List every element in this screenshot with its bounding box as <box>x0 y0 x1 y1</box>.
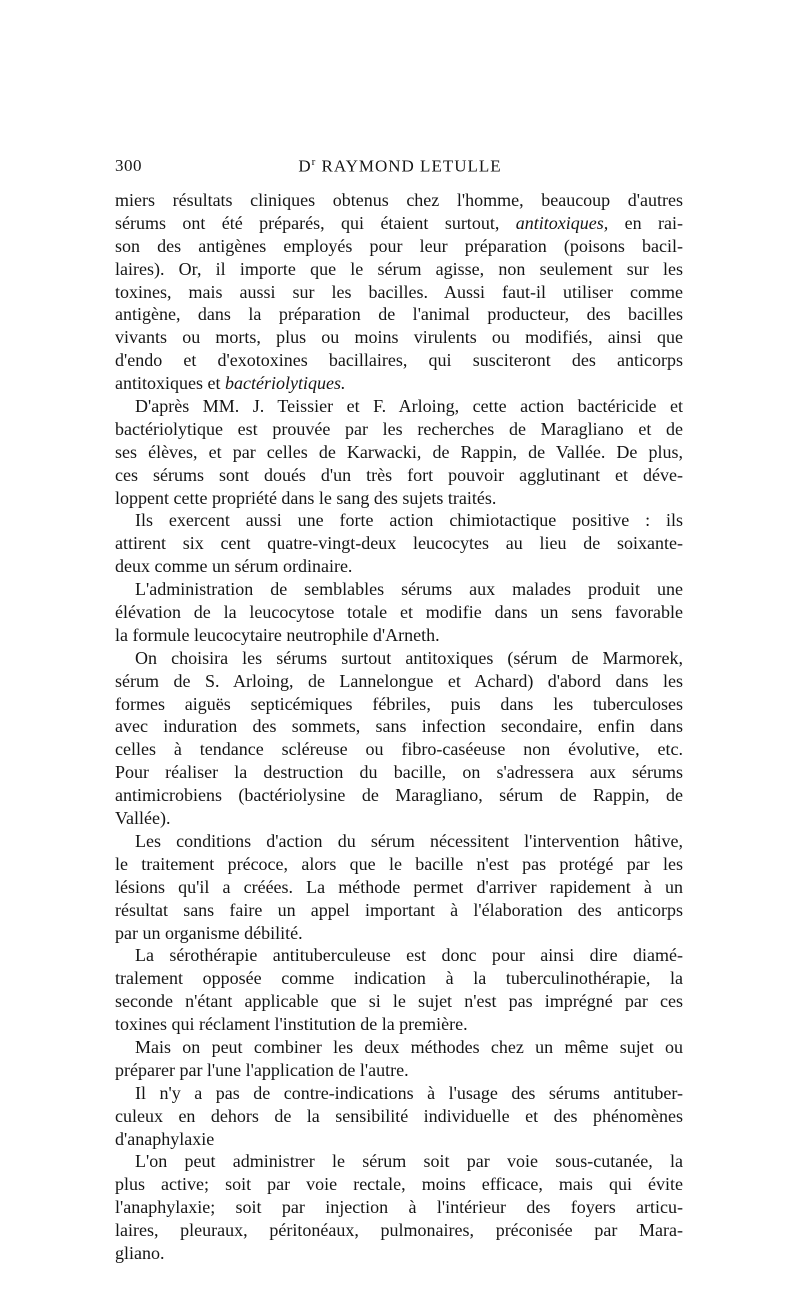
paragraph <box>115 1036 683 1082</box>
paragraph <box>115 395 683 509</box>
author-prefix-sup: r <box>311 156 317 168</box>
text-line: celles à tendance scléreuse ou fibro-caséeuse non évolutive, etc. <box>115 739 683 760</box>
text-line: antigène, dans la préparation de l'animal producteur, des bacilles <box>115 304 683 325</box>
paragraph <box>115 1150 683 1264</box>
author-prefix: D <box>298 156 312 176</box>
text-line: Les conditions d'action du sérum nécessitent l'intervention hâtive, <box>135 830 683 851</box>
text-line: ses élèves, et par celles de Karwacki, de Rappin, de Vallée. De plus, <box>115 441 683 462</box>
text-line: L'on peut administrer le sérum soit par voie sous-cutanée, la <box>135 1151 683 1172</box>
text-line: sérum de S. Arloing, de Lannelongue et Achard) d'abord dans les <box>115 670 683 691</box>
text-line: loppent cette propriété dans le sang des sujets traités. <box>115 487 497 508</box>
text-line: Mais on peut combiner les deux méthodes chez un même sujet ou <box>135 1036 683 1057</box>
text-line: L'administration de semblables sérums aux malades produit une <box>135 579 683 600</box>
text-line: le traitement précoce, alors que le bacille n'est pas protégé par les <box>115 853 683 874</box>
text-line: Ils exercent aussi une forte action chimiotactique positive : ils <box>135 510 683 531</box>
text-line: bactériolytique est prouvée par les recherches de Maragliano et de <box>115 418 683 439</box>
body-text <box>115 189 683 1265</box>
author-name: RAYMOND LETULLE <box>321 156 502 176</box>
text-line: résultat sans faire un appel important à l'élaboration des anticorps <box>115 899 683 920</box>
text-line: par un organisme débilité. <box>115 922 303 943</box>
text-line: Vallée). <box>115 808 171 829</box>
text-line: élévation de la leucocytose totale et modifie dans un sens favorable <box>115 602 683 623</box>
text-line: seconde n'étant applicable que si le sujet n'est pas imprégné par ces <box>115 991 683 1012</box>
running-title <box>115 156 685 177</box>
paragraph <box>115 830 683 944</box>
paragraph <box>115 647 683 830</box>
text-line: attirent six cent quatre-vingt-deux leucocytes au lieu de soixante- <box>115 533 683 554</box>
text-line: toxines, mais aussi sur les bacilles. Aussi faut-il utiliser comme <box>115 281 683 302</box>
text-line: vivants ou morts, plus ou moins virulents ou modifiés, ainsi que <box>115 327 683 348</box>
paragraph <box>115 944 683 1036</box>
text-line: toxines qui réclament l'institution de la première. <box>115 1014 468 1035</box>
text-line: plus active; soit par voie rectale, moins efficace, mais qui évite <box>115 1174 683 1195</box>
text-line: gliano. <box>115 1242 165 1263</box>
text-line: d'anaphylaxie <box>115 1128 215 1149</box>
text-line: ces sérums sont doués d'un très fort pouvoir agglutinant et déve- <box>115 464 683 485</box>
text-line: tralement opposée comme indication à la tuberculinothérapie, la <box>115 968 683 989</box>
text-line: lésions qu'il a créées. La méthode permet d'arriver rapidement à un <box>115 876 683 897</box>
paragraph <box>115 189 683 395</box>
text-line: La sérothérapie antituberculeuse est donc pour ainsi dire diamé- <box>135 945 683 966</box>
paragraph <box>115 578 683 647</box>
text-line: Il n'y a pas de contre-indications à l'usage des sérums antituber- <box>135 1082 683 1103</box>
text-line: la formule leucocytaire neutrophile d'Arneth. <box>115 624 440 645</box>
text-line: laires, pleuraux, péritonéaux, pulmonaires, préconisée par Mara- <box>115 1220 683 1241</box>
text-line: sérums ont été préparés, qui étaient surtout, antitoxiques, en rai- <box>115 212 683 233</box>
text-line: Pour réaliser la destruction du bacille, on s'adressera aux sérums <box>115 762 683 783</box>
text-line: laires). Or, il importe que le sérum agisse, non seulement sur les <box>115 258 683 279</box>
text-line: deux comme un sérum ordinaire. <box>115 556 353 577</box>
italic-term: antitoxiques, <box>515 212 609 233</box>
running-head <box>115 156 685 182</box>
page-number: 300 <box>115 156 142 175</box>
text-line: formes aiguës septicémiques fébriles, puis dans les tuberculoses <box>115 693 683 714</box>
text-line: antimicrobiens (bactériolysine de Maragliano, sérum de Rappin, de <box>115 785 683 806</box>
text-line: préparer par l'une l'application de l'autre. <box>115 1059 409 1080</box>
paragraph <box>115 509 683 578</box>
paragraph <box>115 1082 683 1151</box>
text-line: d'endo et d'exotoxines bacillaires, qui susciteront des anticorps <box>115 350 683 371</box>
text-line: On choisira les sérums surtout antitoxiques (sérum de Marmorek, <box>135 647 683 668</box>
italic-term: bactériolytiques. <box>224 373 346 394</box>
text-line: culeux en dehors de la sensibilité individuelle et des phénomènes <box>115 1105 683 1126</box>
text-line: miers résultats cliniques obtenus chez l'homme, beaucoup d'autres <box>115 190 683 210</box>
text-line: son des antigènes employés pour leur préparation (poisons bacil- <box>115 235 683 256</box>
text-line: D'après MM. J. Teissier et F. Arloing, cette action bactéricide et <box>135 396 683 417</box>
text-line: avec induration des sommets, sans infection secondaire, enfin dans <box>115 716 683 737</box>
text-line: l'anaphylaxie; soit par injection à l'intérieur des foyers articu- <box>115 1197 683 1218</box>
text-line: antitoxiques et bactériolytiques. <box>115 373 346 394</box>
